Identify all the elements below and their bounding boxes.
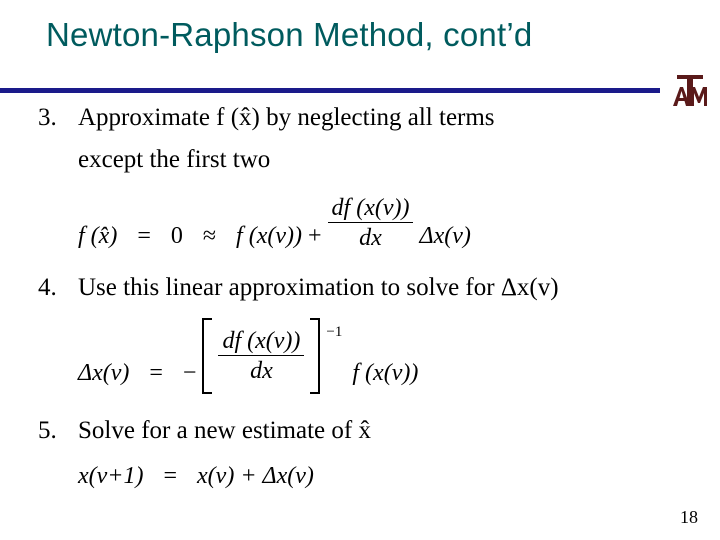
step-4 — [38, 275, 559, 300]
eq2-tail: f (x(v)) — [352, 359, 419, 386]
eq2-numerator: df (x(v)) — [218, 329, 304, 356]
right-bracket — [310, 318, 320, 394]
eq1-numerator: df (x(v)) — [328, 196, 414, 223]
slide-title: Newton-Raphson Method, cont’d — [46, 16, 533, 53]
equation-update — [78, 464, 314, 488]
eq1-fraction — [328, 196, 414, 250]
eq3-lhs: x(v+1) — [78, 463, 144, 489]
eq1-denominator: dx — [359, 225, 382, 251]
eq3-rhs: x(v) + Δx(v) — [197, 463, 314, 489]
page-number: 18 — [680, 507, 698, 527]
step-5 — [38, 418, 371, 443]
eq2-lhs: Δx(v) — [78, 359, 130, 386]
step-3-continued: except the first two — [78, 146, 271, 173]
eq2-denominator: dx — [250, 358, 273, 384]
step-text: Approximate f (x̂) by neglecting all terms — [78, 104, 495, 131]
eq3-equals: = — [163, 463, 178, 489]
eq1-tail: Δx(v) — [419, 222, 471, 249]
tamu-logo — [671, 73, 709, 109]
eq2-fraction — [218, 329, 304, 383]
equation-solve-delta — [78, 318, 418, 394]
step-3 — [38, 105, 495, 130]
left-bracket — [202, 318, 212, 394]
eq1-lhs: f (x̂) — [78, 222, 118, 249]
eq1-equals: = — [137, 222, 151, 249]
eq2-exponent: −1 — [326, 323, 343, 340]
step-text: Solve for a new estimate of x̂ — [78, 417, 371, 444]
step-number: 3. — [38, 104, 57, 131]
eq1-approx: ≈ — [202, 222, 217, 249]
eq1-plus: + — [307, 222, 322, 249]
equation-linear-approx — [78, 196, 471, 250]
eq1-term1: f (x(v)) — [236, 222, 302, 249]
step-text: Use this linear approximation to solve for Δx(v) — [78, 274, 559, 301]
eq2-equals: = — [149, 359, 163, 386]
eq2-minus: − — [182, 359, 197, 386]
step-number: 5. — [38, 417, 57, 444]
step-number: 4. — [38, 274, 57, 301]
title-rule — [0, 88, 660, 93]
eq1-zero: 0 — [170, 222, 183, 249]
